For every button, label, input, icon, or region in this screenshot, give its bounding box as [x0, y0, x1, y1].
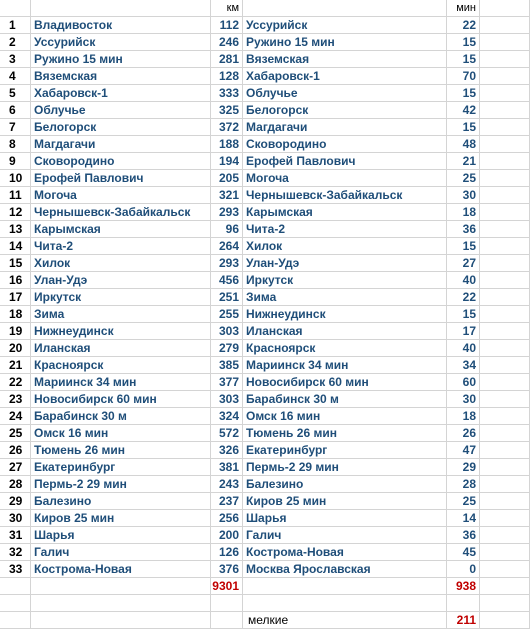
distance-km[interactable]: 205	[211, 170, 243, 187]
row-index[interactable]: 11	[0, 187, 31, 204]
stop-minutes[interactable]: 30	[447, 391, 480, 408]
distance-km[interactable]: 96	[211, 221, 243, 238]
distance-km[interactable]: 372	[211, 119, 243, 136]
empty-cell[interactable]	[480, 204, 530, 221]
empty-cell[interactable]	[480, 85, 530, 102]
empty-cell[interactable]	[480, 544, 530, 561]
empty-cell[interactable]	[480, 306, 530, 323]
table-row	[0, 170, 530, 187]
table-row	[0, 408, 530, 425]
distance-km[interactable]: 377	[211, 374, 243, 391]
total-min[interactable]: 938	[447, 578, 480, 595]
table-row	[0, 136, 530, 153]
row-index[interactable]: 18	[0, 306, 31, 323]
station-from[interactable]: Тюмень 26 мин	[31, 442, 211, 459]
row-index[interactable]: 1	[0, 17, 31, 34]
header-row	[0, 0, 530, 17]
row-index[interactable]: 16	[0, 272, 31, 289]
distance-km[interactable]: 251	[211, 289, 243, 306]
stop-minutes[interactable]: 40	[447, 272, 480, 289]
stop-minutes[interactable]: 15	[447, 119, 480, 136]
stop-minutes[interactable]: 25	[447, 170, 480, 187]
stop-minutes[interactable]: 18	[447, 408, 480, 425]
station-from[interactable]: Улан-Удэ	[31, 272, 211, 289]
table-row	[0, 34, 530, 51]
empty-cell[interactable]	[480, 119, 530, 136]
stop-minutes[interactable]: 15	[447, 51, 480, 68]
stop-minutes[interactable]: 45	[447, 544, 480, 561]
stop-minutes[interactable]: 15	[447, 85, 480, 102]
header-cell-extra[interactable]	[480, 0, 530, 17]
row-index[interactable]: 24	[0, 408, 31, 425]
station-from[interactable]: Ерофей Павлович	[31, 170, 211, 187]
distance-km[interactable]: 572	[211, 425, 243, 442]
distance-km[interactable]: 324	[211, 408, 243, 425]
distance-km[interactable]: 128	[211, 68, 243, 85]
empty-cell[interactable]	[480, 425, 530, 442]
distance-km[interactable]: 255	[211, 306, 243, 323]
empty-cell[interactable]	[480, 595, 530, 612]
distance-km[interactable]: 200	[211, 527, 243, 544]
table-row	[0, 442, 530, 459]
station-from[interactable]: Балезино	[31, 493, 211, 510]
table-row	[0, 51, 530, 68]
row-index[interactable]: 8	[0, 136, 31, 153]
distance-km[interactable]: 303	[211, 323, 243, 340]
empty-cell[interactable]	[31, 595, 211, 612]
station-to[interactable]: Галич	[243, 527, 447, 544]
station-from[interactable]: Галич	[31, 544, 211, 561]
distance-km[interactable]: 293	[211, 204, 243, 221]
row-index[interactable]: 7	[0, 119, 31, 136]
distance-km[interactable]: 243	[211, 476, 243, 493]
empty-cell[interactable]	[480, 272, 530, 289]
station-from[interactable]: Могоча	[31, 187, 211, 204]
station-to[interactable]: Иланская	[243, 323, 447, 340]
table-row	[0, 493, 530, 510]
station-to[interactable]: Чернышевск-Забайкальск	[243, 187, 447, 204]
empty-cell[interactable]	[480, 459, 530, 476]
table-row	[0, 391, 530, 408]
row-index[interactable]: 6	[0, 102, 31, 119]
table-row	[0, 323, 530, 340]
distance-km[interactable]: 126	[211, 544, 243, 561]
station-from[interactable]: Чита-2	[31, 238, 211, 255]
stop-minutes[interactable]: 30	[447, 187, 480, 204]
empty-cell[interactable]	[480, 408, 530, 425]
stop-minutes[interactable]: 48	[447, 136, 480, 153]
station-to[interactable]: Тюмень 26 мин	[243, 425, 447, 442]
station-to[interactable]: Белогорск	[243, 102, 447, 119]
empty-cell[interactable]	[0, 595, 31, 612]
row-index[interactable]: 5	[0, 85, 31, 102]
row-index[interactable]: 15	[0, 255, 31, 272]
stop-minutes[interactable]: 36	[447, 527, 480, 544]
station-to[interactable]: Новосибирск 60 мин	[243, 374, 447, 391]
empty-cell[interactable]	[480, 527, 530, 544]
station-to[interactable]: Киров 25 мин	[243, 493, 447, 510]
row-index[interactable]: 4	[0, 68, 31, 85]
stop-minutes[interactable]: 70	[447, 68, 480, 85]
table-row	[0, 17, 530, 34]
station-to[interactable]: Кострома-Новая	[243, 544, 447, 561]
header-cell-index[interactable]	[0, 0, 31, 17]
row-index[interactable]: 25	[0, 425, 31, 442]
row-index[interactable]: 2	[0, 34, 31, 51]
station-from[interactable]: Новосибирск 60 мин	[31, 391, 211, 408]
station-to[interactable]: Зима	[243, 289, 447, 306]
distance-km[interactable]: 293	[211, 255, 243, 272]
total-km[interactable]: 9301	[211, 578, 243, 595]
row-index[interactable]: 22	[0, 374, 31, 391]
distance-km[interactable]: 376	[211, 561, 243, 578]
row-index[interactable]: 30	[0, 510, 31, 527]
empty-cell[interactable]	[0, 612, 31, 629]
row-index[interactable]: 19	[0, 323, 31, 340]
station-from[interactable]: Вяземская	[31, 68, 211, 85]
distance-km[interactable]: 279	[211, 340, 243, 357]
table-row	[0, 153, 530, 170]
empty-cell[interactable]	[211, 595, 243, 612]
station-from[interactable]: Екатеринбург	[31, 459, 211, 476]
station-from[interactable]: Ружино 15 мин	[31, 51, 211, 68]
small-stops-row	[0, 612, 530, 629]
empty-cell[interactable]	[480, 170, 530, 187]
empty-cell[interactable]	[0, 578, 31, 595]
station-from[interactable]: Красноярск	[31, 357, 211, 374]
station-to[interactable]: Облучье	[243, 85, 447, 102]
stop-minutes[interactable]: 21	[447, 153, 480, 170]
distance-km[interactable]: 321	[211, 187, 243, 204]
empty-cell[interactable]	[480, 476, 530, 493]
station-to[interactable]: Нижнеудинск	[243, 306, 447, 323]
table-row	[0, 221, 530, 238]
table-row	[0, 255, 530, 272]
stop-minutes[interactable]: 28	[447, 476, 480, 493]
table-row	[0, 561, 530, 578]
station-from[interactable]: Карымская	[31, 221, 211, 238]
empty-cell[interactable]	[480, 255, 530, 272]
station-from[interactable]: Владивосток	[31, 17, 211, 34]
row-index[interactable]: 29	[0, 493, 31, 510]
station-from[interactable]: Зима	[31, 306, 211, 323]
station-to[interactable]: Хилок	[243, 238, 447, 255]
station-from[interactable]: Пермь-2 29 мин	[31, 476, 211, 493]
distance-km[interactable]: 264	[211, 238, 243, 255]
row-index[interactable]: 17	[0, 289, 31, 306]
empty-cell[interactable]	[480, 17, 530, 34]
empty-cell[interactable]	[31, 578, 211, 595]
distance-km[interactable]: 194	[211, 153, 243, 170]
row-index[interactable]: 31	[0, 527, 31, 544]
empty-cell[interactable]	[480, 493, 530, 510]
empty-cell[interactable]	[480, 102, 530, 119]
station-to[interactable]: Екатеринбург	[243, 442, 447, 459]
row-index[interactable]: 33	[0, 561, 31, 578]
stop-minutes[interactable]: 15	[447, 34, 480, 51]
empty-cell[interactable]	[447, 595, 480, 612]
station-from[interactable]: Иркутск	[31, 289, 211, 306]
empty-cell[interactable]	[480, 289, 530, 306]
table-row	[0, 459, 530, 476]
station-to[interactable]: Омск 16 мин	[243, 408, 447, 425]
empty-cell[interactable]	[480, 442, 530, 459]
empty-cell[interactable]	[480, 187, 530, 204]
row-index[interactable]: 10	[0, 170, 31, 187]
station-to[interactable]: Вяземская	[243, 51, 447, 68]
station-to[interactable]: Барабинск 30 м	[243, 391, 447, 408]
empty-cell[interactable]	[243, 595, 447, 612]
table-row	[0, 476, 530, 493]
station-from[interactable]: Хилок	[31, 255, 211, 272]
row-index[interactable]: 28	[0, 476, 31, 493]
stop-minutes[interactable]: 18	[447, 204, 480, 221]
station-from[interactable]: Сковородино	[31, 153, 211, 170]
header-cell-from[interactable]	[31, 0, 211, 17]
row-index[interactable]: 27	[0, 459, 31, 476]
table-row	[0, 306, 530, 323]
row-index[interactable]: 21	[0, 357, 31, 374]
row-index[interactable]: 26	[0, 442, 31, 459]
station-from[interactable]: Магдагачи	[31, 136, 211, 153]
station-to[interactable]: Шарья	[243, 510, 447, 527]
stop-minutes[interactable]: 14	[447, 510, 480, 527]
header-km[interactable]: км	[211, 0, 243, 17]
station-to[interactable]: Москва Ярославская	[243, 561, 447, 578]
stop-minutes[interactable]: 42	[447, 102, 480, 119]
station-to[interactable]: Ерофей Павлович	[243, 153, 447, 170]
table-row	[0, 425, 530, 442]
empty-cell[interactable]	[480, 323, 530, 340]
stop-minutes[interactable]: 22	[447, 289, 480, 306]
stop-minutes[interactable]: 15	[447, 306, 480, 323]
station-from[interactable]: Чернышевск-Забайкальск	[31, 204, 211, 221]
empty-cell[interactable]	[243, 578, 447, 595]
empty-cell[interactable]	[480, 391, 530, 408]
station-to[interactable]: Мариинск 34 мин	[243, 357, 447, 374]
station-to[interactable]: Могоча	[243, 170, 447, 187]
empty-cell[interactable]	[480, 340, 530, 357]
table-row	[0, 289, 530, 306]
stop-minutes[interactable]: 22	[447, 17, 480, 34]
empty-cell[interactable]	[480, 221, 530, 238]
station-to[interactable]: Сковородино	[243, 136, 447, 153]
stop-minutes[interactable]: 36	[447, 221, 480, 238]
distance-km[interactable]: 381	[211, 459, 243, 476]
row-index[interactable]: 12	[0, 204, 31, 221]
distance-km[interactable]: 281	[211, 51, 243, 68]
table-row	[0, 187, 530, 204]
small-stops-label[interactable]: мелкие	[243, 612, 447, 629]
row-index[interactable]: 23	[0, 391, 31, 408]
table-row	[0, 510, 530, 527]
empty-cell[interactable]	[480, 238, 530, 255]
station-from[interactable]: Хабаровск-1	[31, 85, 211, 102]
stop-minutes[interactable]: 0	[447, 561, 480, 578]
station-from[interactable]: Уссурийск	[31, 34, 211, 51]
stop-minutes[interactable]: 40	[447, 340, 480, 357]
empty-cell[interactable]	[480, 34, 530, 51]
table-row	[0, 102, 530, 119]
empty-cell[interactable]	[480, 357, 530, 374]
table-row	[0, 527, 530, 544]
station-to[interactable]: Улан-Удэ	[243, 255, 447, 272]
row-index[interactable]: 14	[0, 238, 31, 255]
station-to[interactable]: Пермь-2 29 мин	[243, 459, 447, 476]
station-from[interactable]: Облучье	[31, 102, 211, 119]
station-from[interactable]: Иланская	[31, 340, 211, 357]
empty-cell[interactable]	[480, 578, 530, 595]
empty-cell[interactable]	[480, 51, 530, 68]
station-from[interactable]: Омск 16 мин	[31, 425, 211, 442]
distance-km[interactable]: 246	[211, 34, 243, 51]
table-row	[0, 340, 530, 357]
station-to[interactable]: Чита-2	[243, 221, 447, 238]
table-row	[0, 272, 530, 289]
distance-km[interactable]: 456	[211, 272, 243, 289]
distance-km[interactable]: 333	[211, 85, 243, 102]
distance-km[interactable]: 303	[211, 391, 243, 408]
empty-cell[interactable]	[480, 374, 530, 391]
distance-km[interactable]: 112	[211, 17, 243, 34]
empty-cell[interactable]	[480, 153, 530, 170]
station-from[interactable]: Кострома-Новая	[31, 561, 211, 578]
station-from[interactable]: Киров 25 мин	[31, 510, 211, 527]
distance-km[interactable]: 237	[211, 493, 243, 510]
station-from[interactable]: Мариинск 34 мин	[31, 374, 211, 391]
totals-row	[0, 578, 530, 595]
row-index[interactable]: 13	[0, 221, 31, 238]
header-min[interactable]: мин	[447, 0, 480, 17]
station-to[interactable]: Ружино 15 мин	[243, 34, 447, 51]
empty-cell[interactable]	[480, 510, 530, 527]
station-from[interactable]: Шарья	[31, 527, 211, 544]
row-index[interactable]: 20	[0, 340, 31, 357]
station-from[interactable]: Барабинск 30 м	[31, 408, 211, 425]
stop-minutes[interactable]: 29	[447, 459, 480, 476]
table-row	[0, 357, 530, 374]
empty-cell[interactable]	[480, 612, 530, 629]
table-row	[0, 85, 530, 102]
table-row	[0, 238, 530, 255]
row-index[interactable]: 32	[0, 544, 31, 561]
empty-row	[0, 595, 530, 612]
empty-cell[interactable]	[480, 68, 530, 85]
stop-minutes[interactable]: 47	[447, 442, 480, 459]
distance-km[interactable]: 188	[211, 136, 243, 153]
distance-km[interactable]: 325	[211, 102, 243, 119]
table-row	[0, 204, 530, 221]
table-row	[0, 68, 530, 85]
stop-minutes[interactable]: 25	[447, 493, 480, 510]
station-to[interactable]: Хабаровск-1	[243, 68, 447, 85]
station-to[interactable]: Карымская	[243, 204, 447, 221]
header-cell-to[interactable]	[243, 0, 447, 17]
distance-km[interactable]: 326	[211, 442, 243, 459]
empty-cell[interactable]	[480, 136, 530, 153]
distance-km[interactable]: 385	[211, 357, 243, 374]
stop-minutes[interactable]: 15	[447, 238, 480, 255]
station-from[interactable]: Нижнеудинск	[31, 323, 211, 340]
stop-minutes[interactable]: 26	[447, 425, 480, 442]
stop-minutes[interactable]: 34	[447, 357, 480, 374]
row-index[interactable]: 3	[0, 51, 31, 68]
station-to[interactable]: Уссурийск	[243, 17, 447, 34]
small-stops-value[interactable]: 211	[447, 612, 480, 629]
station-to[interactable]: Иркутск	[243, 272, 447, 289]
station-to[interactable]: Балезино	[243, 476, 447, 493]
station-from[interactable]: Белогорск	[31, 119, 211, 136]
table-row	[0, 119, 530, 136]
empty-cell[interactable]	[480, 561, 530, 578]
station-to[interactable]: Красноярск	[243, 340, 447, 357]
row-index[interactable]: 9	[0, 153, 31, 170]
empty-cell[interactable]	[211, 612, 243, 629]
table-row	[0, 544, 530, 561]
stop-minutes[interactable]: 27	[447, 255, 480, 272]
table-row	[0, 374, 530, 391]
stop-minutes[interactable]: 60	[447, 374, 480, 391]
stop-minutes[interactable]: 17	[447, 323, 480, 340]
empty-cell[interactable]	[31, 612, 211, 629]
distance-km[interactable]: 256	[211, 510, 243, 527]
station-to[interactable]: Магдагачи	[243, 119, 447, 136]
